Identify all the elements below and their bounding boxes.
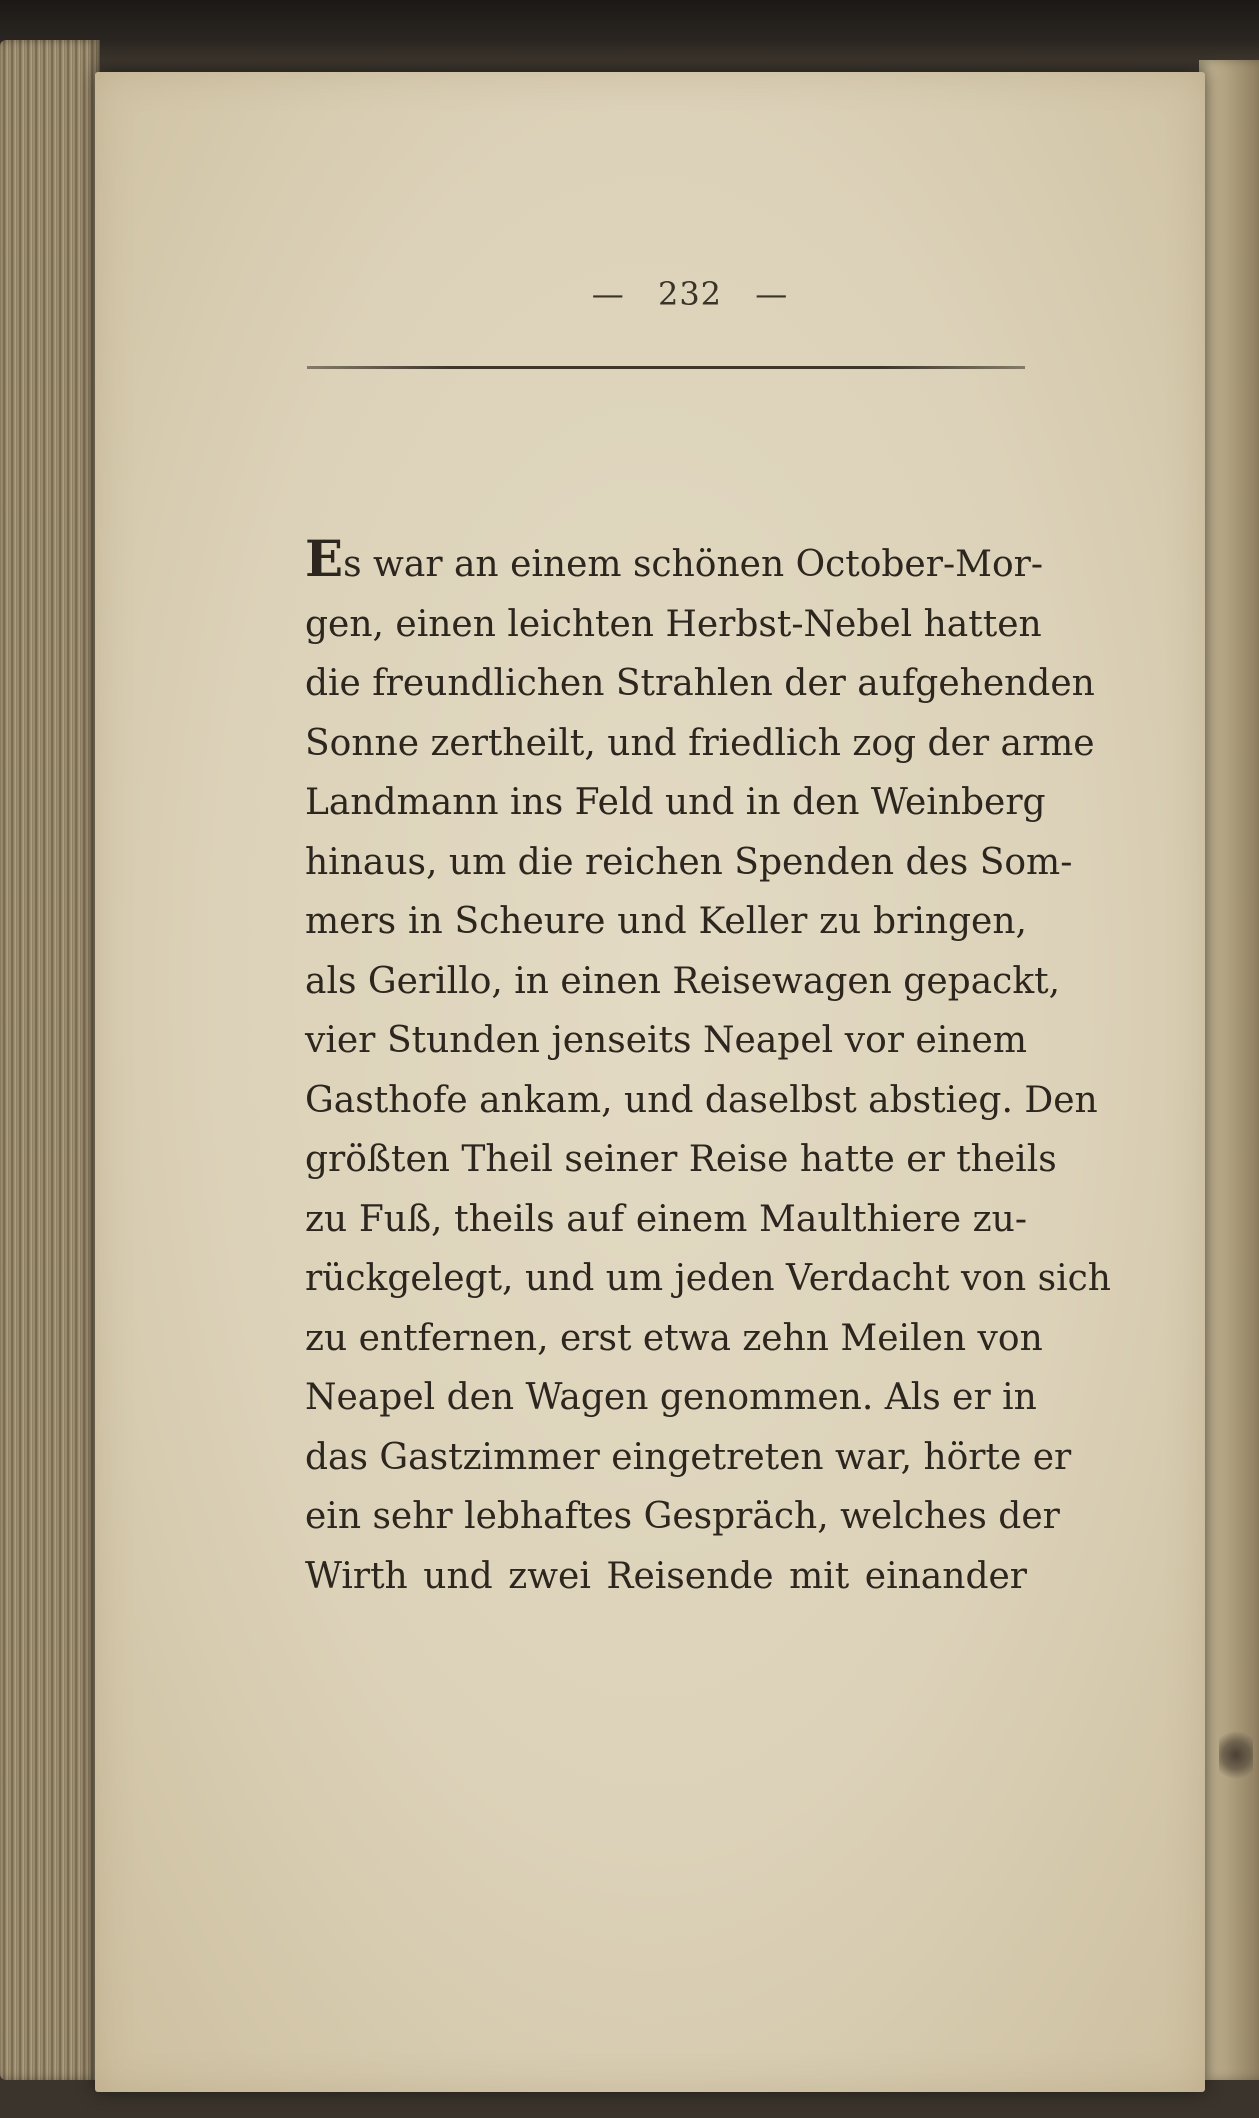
text-line: zu entfernen, erst etwa zehn Meilen von (305, 1317, 1043, 1359)
text-line: als Gerillo, in einen Reisewagen gepackt, (305, 960, 1061, 1002)
body-text (305, 529, 1111, 1606)
header-rule (307, 366, 1025, 369)
text-line: Sonne zertheilt, und friedlich zog der arme (305, 722, 1095, 764)
text-line: ein sehr lebhaftes Gespräch, welches der (305, 1496, 1060, 1537)
text-line: mers in Scheure und Keller zu bringen, (305, 901, 1027, 942)
text-line: gen, einen leichten Herbst-Nebel hatten (305, 603, 1042, 645)
text-line: Landmann ins Feld und in den Weinberg (305, 782, 1046, 823)
header-dash-right: — (755, 275, 789, 313)
header-dash-left: — (591, 275, 625, 313)
page-header (300, 275, 1080, 313)
text-line: hinaus, um die reichen Spenden des Som- (305, 841, 1073, 883)
text-line: zu Fuß, theils auf einem Maulthiere zu- (305, 1198, 1027, 1240)
text-line: das Gastzimmer eingetreten war, hörte er (305, 1436, 1072, 1478)
text-line: größten Theil seiner Reise hatte er theils (305, 1139, 1057, 1180)
text-line: die freundlichen Strahlen der aufgehenden (305, 663, 1095, 704)
initial-letter: E (305, 529, 344, 588)
text-line: Wirth und zwei Reisende mit einander (305, 1555, 1027, 1597)
text-line: Gasthofe ankam, und daselbst abstieg. Den (305, 1079, 1098, 1121)
book-page-edges (0, 40, 100, 2080)
text-line: vier Stunden jenseits Neapel vor einem (305, 1020, 1027, 1061)
text-line: Neapel den Wagen genommen. Als er in (305, 1377, 1037, 1418)
text-line: rückgelegt, und um jeden Verdacht von sich (305, 1258, 1111, 1299)
facing-page-edge (1199, 60, 1259, 2080)
page-number: 232 (657, 275, 723, 313)
text-line (305, 529, 1044, 595)
ink-smudge (1219, 1725, 1253, 1785)
text-line-content: s war an einem schönen October-Mor- (343, 544, 1044, 585)
